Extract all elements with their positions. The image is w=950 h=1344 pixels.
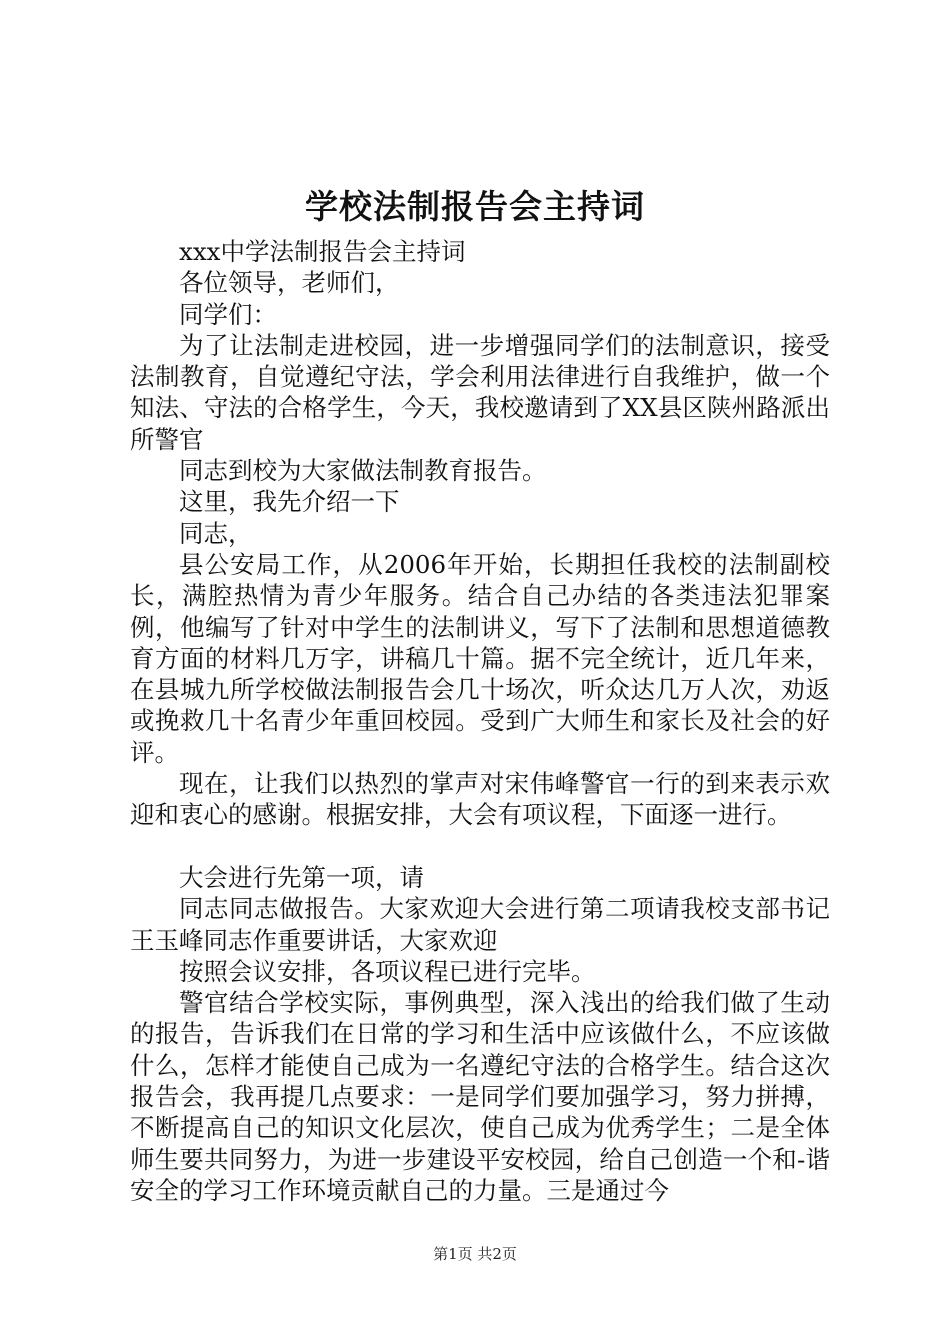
document-title: 学校法制报告会主持词	[305, 187, 645, 226]
paragraph-speaker-bio: 县公安局工作，从2006年开始，长期担任我校的法制副校长，满腔热情为青少年服务。结合自己办结的各类违法犯罪案例，他编写了针对中学生的法制讲义，写下了法制和思想道德教育方面的材料几万字，讲稿几十篇。据不完全统计，近几年来，在县城九所学校做法制报告会几十场次，听众达几万人次，劝返或挽救几十名青少年重回校园。受到广大师生和家长及社会的好评。	[130, 549, 830, 767]
paragraph-comrade: 同志，	[179, 518, 253, 548]
paragraph-welcome: 现在，让我们以热烈的掌声对宋伟峰警官一行的到来表示欢迎和衷心的感谢。根据安排，大会有项议程，下面逐一进行。	[130, 769, 830, 830]
paragraph-summary: 警官结合学校实际，事例典型，深入浅出的给我们做了生动的报告，告诉我们在日常的学习和生活中应该做什么，不应该做什么，怎样才能使自己成为一名遵纪守法的合格学生。结合这次报告会，我再提几点要求：一是同学们要加强学习，努力拼搏，不断提高自己的知识文化层次，使自己成为优秀学生；二是全体师生要共同努力，为进一步建设平安校园，给自己创造一个和-谐安全的学习工作环境贡献自己的力量。三是通过今	[130, 988, 830, 1205]
paragraph-agenda-first: 大会进行先第一项，请	[179, 862, 424, 892]
paragraph-agenda-second: 同志同志做报告。大家欢迎大会进行第二项请我校支部书记王玉峰同志作重要讲话，大家欢迎	[130, 894, 830, 955]
paragraph-intro-speaker: 这里，我先介绍一下	[179, 487, 400, 517]
paragraph-spacer	[130, 831, 830, 862]
paragraph-salutation-students: 同学们：	[179, 299, 277, 329]
document-body	[130, 236, 830, 1206]
paragraph-agenda-complete: 按照会议安排，各项议程已进行完毕。	[179, 956, 596, 986]
paragraph-salutation-leaders: 各位领导，老师们，	[179, 268, 400, 298]
paragraph-introduction: 为了让法制走进校园，进一步增强同学们的法制意识，接受法制教育，自觉遵纪守法，学会利用法律进行自我维护，做一个知法、守法的合格学生，今天，我校邀请到了XX县区陕州路派出所警官	[130, 330, 830, 454]
paragraph-heading-line: xxx中学法制报告会主持词	[179, 237, 466, 266]
page-number-footer: 第1页 共2页	[433, 1245, 517, 1263]
paragraph-report-purpose: 同志到校为大家做法制教育报告。	[179, 456, 547, 486]
